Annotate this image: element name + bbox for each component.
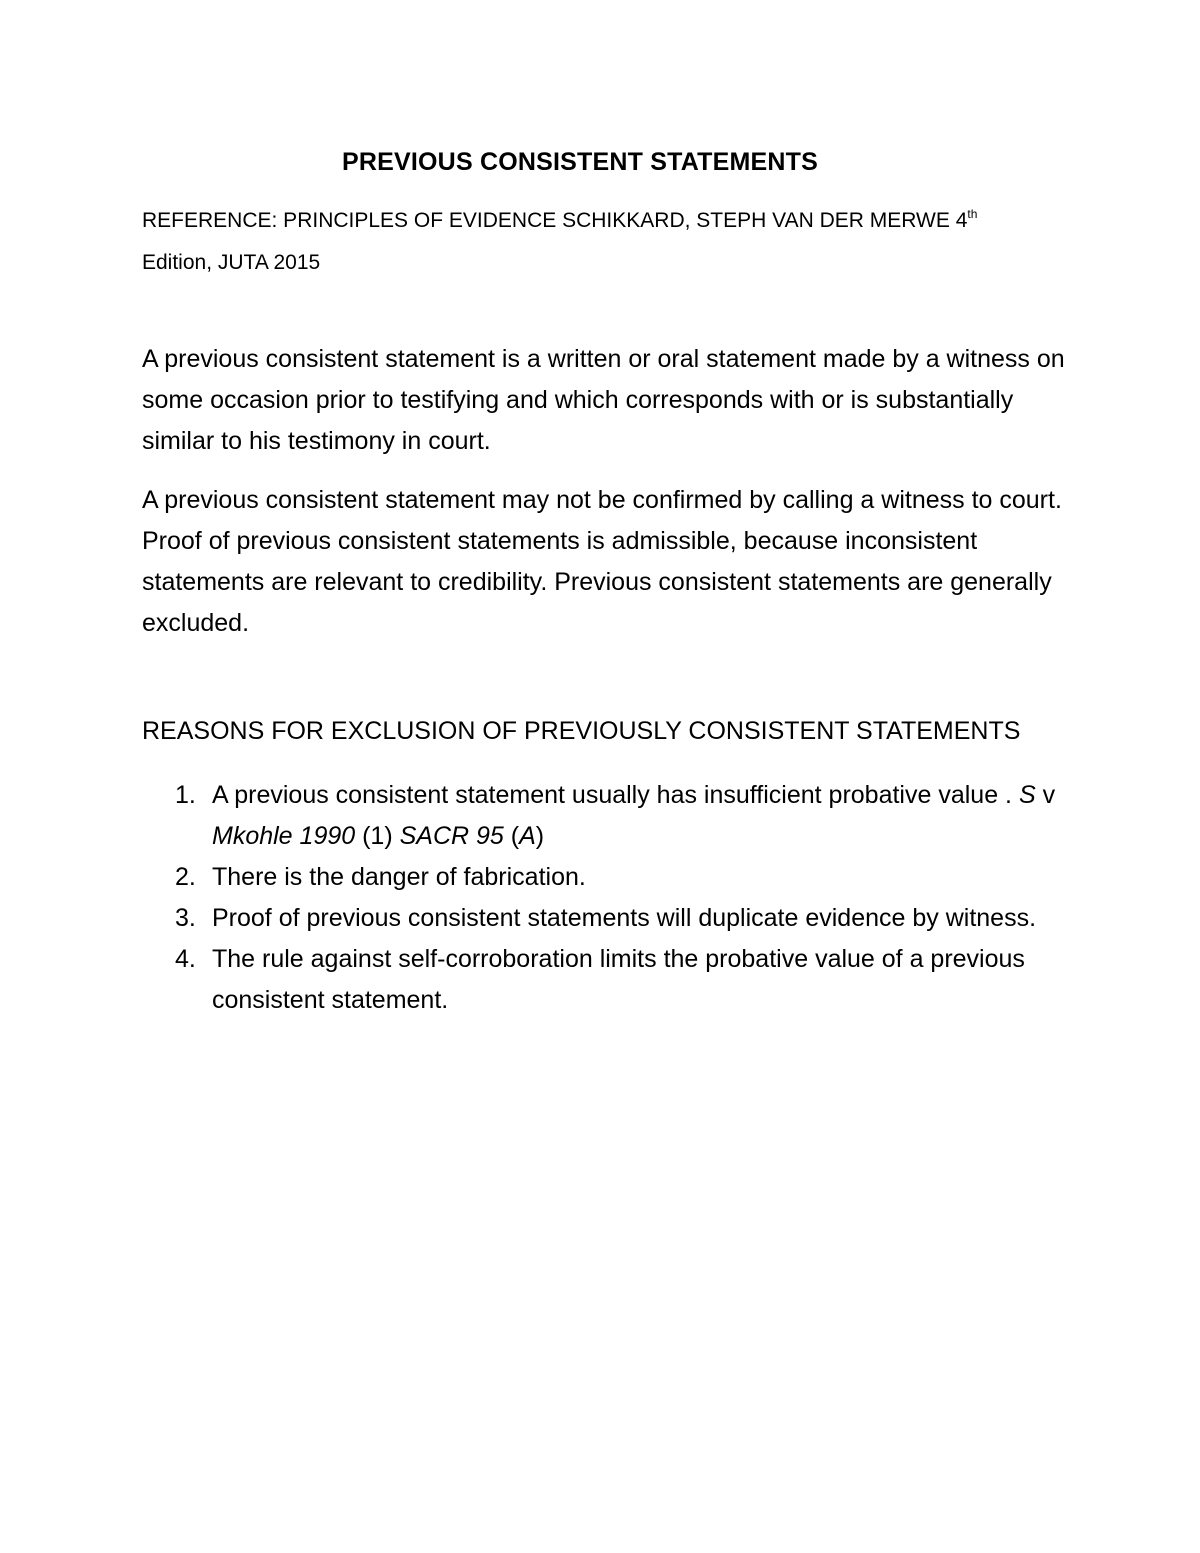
reference-line-2: Edition, JUTA 2015 [142, 251, 321, 274]
case-court-open: ( [503, 822, 520, 850]
case-name: Mkohle 1990 [212, 822, 356, 850]
paragraph-definition: A previous consistent statement is a written or oral statement made by a witness on some occasion prior to testifying and which corresponds with or is substantially similar to his testimony in court. [142, 345, 1065, 455]
case-court-close: ) [535, 822, 545, 850]
reason-item-2 [142, 857, 1082, 898]
document-title: PREVIOUS CONSISTENT STATEMENTS [342, 148, 818, 176]
case-versus: v [1035, 781, 1056, 809]
reasons-list [142, 775, 1082, 1021]
case-volume: (1) [355, 822, 400, 850]
reference-superscript: th [967, 207, 978, 221]
case-court: A [519, 822, 536, 850]
reasons-heading: REASONS FOR EXCLUSION OF PREVIOUSLY CONSISTENT STATEMENTS [142, 717, 1021, 745]
reason-number: 2. [175, 863, 196, 891]
reason-text: The rule against self-corroboration limits the probative value of a previous consistent statement. [212, 945, 1025, 1014]
case-report: SACR 95 [399, 822, 504, 850]
reason-item-1 [142, 775, 1082, 857]
reason-text: A previous consistent statement usually has insufficient probative value . [212, 781, 1019, 809]
reason-number: 3. [175, 904, 196, 932]
reason-item-4 [142, 939, 1082, 1021]
reason-item-3 [142, 898, 1082, 939]
reason-text: There is the danger of fabrication. [212, 863, 586, 891]
reason-number: 1. [175, 781, 196, 809]
paragraph-admissibility: A previous consistent statement may not be confirmed by calling a witness to court. Proof of previous consistent statements is admissible, because inconsistent statements are relevant to credibility. Previous consistent statements are generally excluded. [142, 486, 1062, 637]
reason-text: Proof of previous consistent statements will duplicate evidence by witness. [212, 904, 1037, 932]
reference-citation [142, 200, 1062, 284]
case-party: S [1018, 781, 1036, 809]
reference-text: REFERENCE: PRINCIPLES OF EVIDENCE SCHIKKARD, STEPH VAN DER MERWE 4 [142, 209, 968, 232]
reason-number: 4. [175, 945, 196, 973]
